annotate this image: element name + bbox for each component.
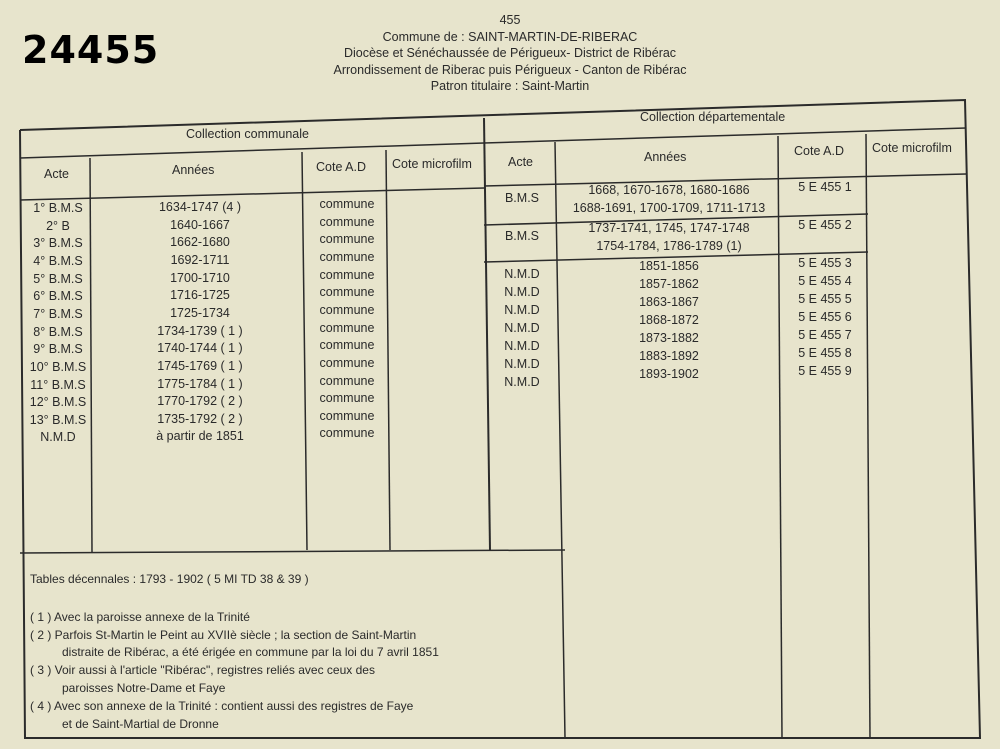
departementale-acte: N.M.D [504, 285, 540, 299]
communale-acte: 10° B.M.S [29, 359, 87, 374]
communale-cote: commune [319, 355, 375, 370]
communale-acte: 1° B.M.S [33, 201, 83, 215]
header-diocese: Diocèse et Sénéchaussée de Périgueux- District de Ribérac [343, 46, 677, 60]
communale-acte: 6° B.M.S [33, 289, 83, 304]
departementale-acte: N.M.D [504, 321, 540, 335]
communale-acte: 9° B.M.S [33, 342, 83, 357]
communale-annees: 1775-1784 ( 1 ) [157, 376, 243, 391]
communale-cote: commune [319, 267, 375, 282]
departementale-acte: B.M.S [504, 191, 540, 205]
departementale-annees: 1893-1902 [639, 367, 699, 381]
communale-annees: à partir de 1851 [156, 429, 244, 444]
communale-acte: 12° B.M.S [29, 395, 87, 410]
communale-cote: commune [319, 408, 375, 423]
communale-acte: 2° B [46, 218, 70, 233]
header-commune: Commune de : SAINT-MARTIN-DE-RIBERAC [382, 29, 638, 44]
departementale-cote: 5 E 455 5 [798, 292, 852, 306]
communale-acte: 5° B.M.S [33, 271, 83, 286]
communale-acte: 7° B.M.S [33, 306, 83, 321]
departementale-acte: N.M.D [504, 375, 540, 389]
note-1: ( 1 ) Avec la paroisse annexe de la Trinité [30, 610, 250, 624]
communale-annees: 1745-1769 ( 1 ) [157, 358, 243, 373]
communale-cote: commune [319, 391, 375, 406]
communale-annees: 1725-1734 [170, 305, 230, 320]
note-2-cont: distraite de Ribérac, a été érigée en commune par la loi du 7 avril 1851 [62, 645, 439, 659]
communale-acte: N.M.D [40, 430, 76, 445]
communale-annees: 1734-1739 ( 1 ) [157, 323, 243, 338]
departementale-annees: 1863-1867 [639, 295, 699, 309]
communale-cote: commune [319, 373, 375, 388]
note-2: ( 2 ) Parfois St-Martin le Peint au XVIIè siècle ; la section de Saint-Martin [30, 628, 417, 642]
departementale-annees: 1883-1892 [639, 349, 699, 363]
departementale-cote: 5 E 455 8 [798, 346, 852, 360]
departementale-cote: 5 E 455 7 [798, 328, 852, 342]
communale-annees: 1662-1680 [170, 235, 230, 250]
departementale-annees: 1851-1856 [639, 259, 699, 273]
departementale-cote: 5 E 455 4 [798, 274, 852, 288]
header-number: 455 [499, 13, 521, 27]
communale-header-microfilm: Cote microfilm [392, 157, 472, 171]
departementale-cote: 5 E 455 3 [798, 256, 852, 270]
communale-cote: commune [319, 232, 375, 247]
communale-cote: commune [319, 426, 375, 441]
communale-cote: commune [319, 285, 375, 300]
communale-annees: 1735-1792 ( 2 ) [157, 411, 243, 426]
departementale-annees: 1737-1741, 1745, 1747-1748 [588, 221, 750, 235]
document-id: 24455 [22, 28, 160, 72]
departementale-header-microfilm: Cote microfilm [872, 141, 952, 155]
departementale-annees: 1754-1784, 1786-1789 (1) [596, 239, 742, 253]
communale-annees: 1740-1744 ( 1 ) [157, 341, 243, 356]
communale-cote: commune [319, 249, 375, 264]
header-patron: Patron titulaire : Saint-Martin [430, 79, 590, 93]
note-4: ( 4 ) Avec son annexe de la Trinité : contient aussi des registres de Faye [30, 699, 414, 713]
note-4-cont: et de Saint-Martial de Dronne [62, 717, 219, 731]
departementale-annees: 1668, 1670-1678, 1680-1686 [588, 183, 750, 197]
communale-annees: 1716-1725 [170, 288, 230, 303]
departementale-annees: 1873-1882 [639, 331, 699, 345]
communale-header-annees: Années [172, 163, 215, 177]
departementale-acte: B.M.S [504, 229, 540, 243]
departementale-cote: 5 E 455 2 [798, 218, 852, 232]
note-3-cont: paroisses Notre-Dame et Faye [62, 681, 226, 695]
departementale-annees: 1868-1872 [639, 313, 699, 327]
communale-cote: commune [319, 302, 375, 317]
departementale-cote: 5 E 455 9 [798, 364, 852, 378]
departementale-acte: N.M.D [504, 303, 540, 317]
departementale-acte: N.M.D [504, 339, 540, 353]
communale-annees: 1770-1792 ( 2 ) [157, 394, 243, 409]
communale-acte: 8° B.M.S [33, 324, 83, 339]
tables-decennales: Tables décennales : 1793 - 1902 ( 5 MI TD 38 & 39 ) [30, 572, 309, 586]
communale-cote: commune [319, 197, 375, 211]
communale-header-cote: Cote A.D [316, 160, 367, 174]
communale-annees: 1640-1667 [170, 217, 230, 232]
departementale-annees: 1857-1862 [639, 277, 699, 291]
communale-acte: 13° B.M.S [29, 412, 87, 427]
departementale-header-annees: Années [644, 150, 687, 164]
communale-cote: commune [319, 214, 375, 229]
communale-acte: 11° B.M.S [30, 377, 86, 392]
communale-acte: 4° B.M.S [33, 253, 83, 268]
departementale-title: Collection départementale [640, 110, 786, 124]
departementale-header-acte: Acte [508, 155, 534, 169]
communale-header-acte: Acte [44, 167, 70, 181]
departementale-acte: N.M.D [504, 357, 540, 371]
departementale-cote: 5 E 455 1 [798, 180, 852, 194]
departementale-cote: 5 E 455 6 [798, 310, 852, 324]
communale-annees: 1692-1711 [170, 252, 230, 267]
note-3: ( 3 ) Voir aussi à l'article "Ribérac", registres reliés avec ceux des [30, 663, 375, 677]
departementale-annees: 1688-1691, 1700-1709, 1711-1713 [572, 201, 766, 215]
departementale-acte: N.M.D [504, 267, 540, 281]
communale-annees: 1634-1747 (4 ) [158, 200, 241, 214]
header-arrondissement: Arrondissement de Riberac puis Périgueux - Canton de Ribérac [333, 62, 687, 77]
communale-cote: commune [319, 338, 375, 353]
communale-title: Collection communale [186, 127, 309, 141]
departementale-header-cote: Cote A.D [794, 144, 845, 158]
communale-acte: 3° B.M.S [33, 236, 83, 251]
communale-cote: commune [319, 320, 375, 335]
communale-annees: 1700-1710 [170, 270, 230, 285]
